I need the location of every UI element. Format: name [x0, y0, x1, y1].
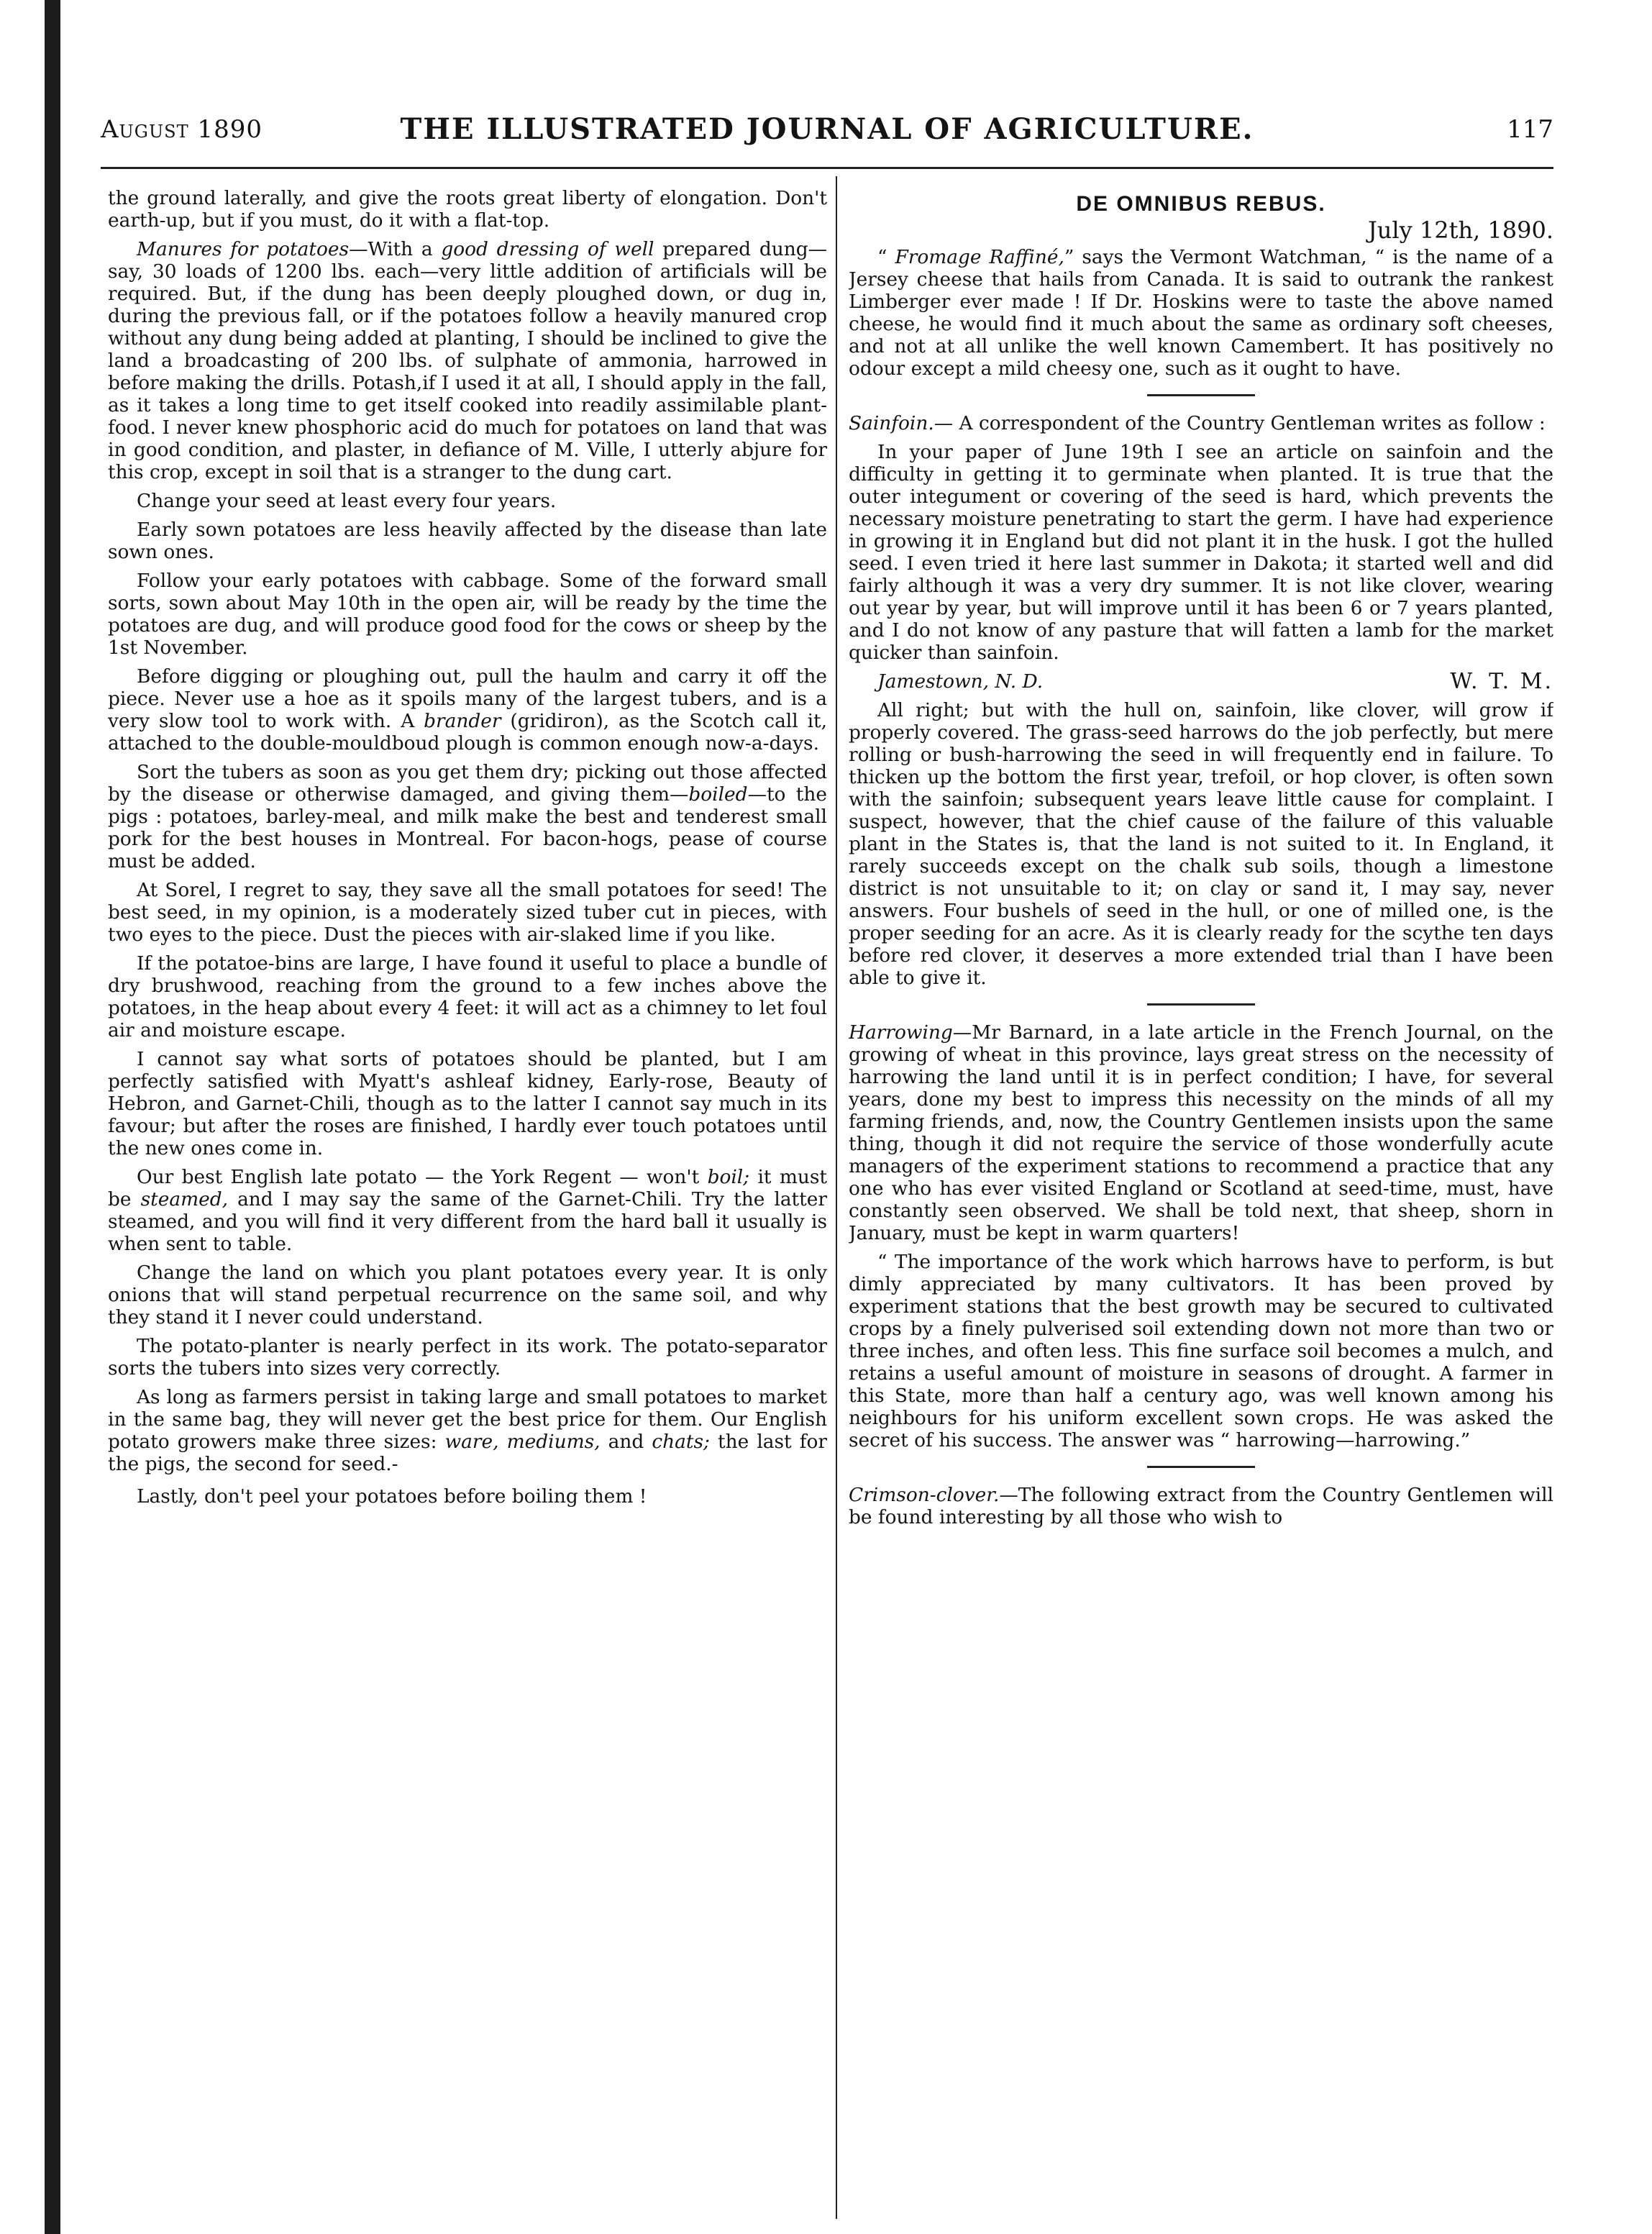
paragraph: At Sorel, I regret to say, they save all the small potatoes for seed! The best seed, in my opinion, is a moderately sized tuber cut in pieces, with two eyes to the piece. Dust the pieces with air-slaked lime if you like. [108, 879, 827, 946]
page-header [101, 108, 1553, 151]
journal-title: THE ILLUSTRATED JOURNAL OF AGRICULTURE. [400, 112, 1254, 146]
signature-initials: W. T. M. [1450, 669, 1553, 694]
signature-place: Jamestown, N. D. [877, 670, 1044, 693]
header-date: August 1890 [101, 115, 263, 144]
run-in-heading: Manures for potatoes [137, 238, 350, 260]
letter-signature [849, 670, 1553, 693]
paragraph: the ground laterally, and give the roots great liberty of elongation. Don't earth-up, but if you must, do it with a flat-top. [108, 187, 827, 232]
left-column [108, 187, 827, 2215]
header-rule [101, 167, 1553, 169]
paragraph-letter: In your paper of June 19th I see an article on sainfoin and the difficulty in getting it to germinate when planted. It is true that the outer integument or covering of the seed is hard, which prevents the necessary moisture penetrating to start the germ. I have had experience in growing it in England but did not plant it in the husk. I got the hulled seed. I even tried it here last summer in Dakota; it started well and did fairly although it was a very dry summer. It is not like clover, wearing out year by year, but will improve until it has been 6 or 7 years planted, and I do not know of any pasture that will fatten a lamb for the market quicker than sainfoin. [849, 441, 1553, 664]
paragraph-harrowing: Harrowing—Mr Barnard, in a late article in the French Journal, on the growing of wheat in this province, lays great stress on the necessity of harrowing the land until it is in perfect condition; I have, for several years, done my best to impress this necessity on the minds of all my farming friends, and, now, the Country Gentlemen insists upon the same thing, though it did not require the service of those wonderfully acute managers of the experiment stations to recommend a practice that any one who has ever visited England or Scotland at seed-time, must, have constantly seen observed. We shall be told next, that sheep, shorn in January, must be kept in warm quarters! [849, 1021, 1553, 1244]
right-column [849, 187, 1553, 2215]
paragraph: Sort the tubers as soon as you get them dry; picking out those affected by the disease or otherwise damaged, and giving them—boiled—to the pigs : potatoes, barley-meal, and milk make the best and tenderest small pork for the best houses in Montreal. For bacon-hogs, pease of course must be added. [108, 761, 827, 872]
section-heading: DE OMNIBUS REBUS. [1076, 192, 1326, 216]
paragraph: Change your seed at least every four years. [137, 490, 557, 512]
column-divider [836, 176, 837, 2219]
section-rule [1147, 1003, 1255, 1006]
binding-edge [45, 0, 60, 2234]
paragraph-sainfoin: Sainfoin.— A correspondent of the Country Gentleman writes as follow : [849, 412, 1546, 434]
section-date: July 12th, 1890. [1367, 216, 1553, 244]
paragraph: I cannot say what sorts of potatoes should be planted, but I am perfectly satisfied with Myatt's ashleaf kidney, Early-rose, Beauty of Hebron, and Garnet-Chili, though as to the latter I cannot say much in its favour; but after the roses are finished, I hardly ever touch potatoes until the new ones come in. [108, 1048, 827, 1159]
paragraph: Change the land on which you plant potatoes every year. It is only onions that will stand perpetual recurrence on the same soil, and why they stand it I never could understand. [108, 1262, 827, 1328]
paragraph-crimson-clover: Crimson-clover.—The following extract from the Country Gentlemen will be found interesting by all those who wish to [849, 1484, 1553, 1528]
paragraph-reply: All right; but with the hull on, sainfoin, like clover, will grow if properly covered. The grass-seed harrows do the job perfectly, but mere rolling or bush-harrowing the seed in will frequently end in failure. To thicken up the bottom the first year, trefoil, or hop clover, is often sown with the sainfoin; subsequent years leave little cause for complaint. I suspect, however, that the chief cause of the failure of this valuable plant in the States is, that the land is not suited to it. In England, it rarely succeeds except on the chalk sub soils, though a limestone district is not unsuitable to it; on clay or sand it, I may say, never answers. Four bushels of seed in the hull, or one of milled one, is the proper seeding for an acre. As it is clearly ready for the scythe ten days before red clover, it deserves a more extended trial than I have been able to give it. [849, 699, 1553, 989]
paragraph: Follow your early potatoes with cabbage. Some of the forward small sorts, sown about May 10th in the open air, will be ready by the time the potatoes are dug, and will produce good food for the cows or sheep by the 1st November. [108, 570, 827, 659]
paragraph-quote: “ The importance of the work which harrows have to perform, is but dimly appreciated by many cultivators. It has been proved by experiment stations that the best growth may be secured to cultivated crops by a finely pulverised soil extending down not more than two or three inches, and often less. This fine surface soil becomes a mulch, and retains a useful amount of moisture in seasons of drought. A farmer in this State, more than half a century ago, was well known among his neighbours for his uniform excellent sown crops. He was asked the secret of his success. The answer was “ harrowing—harrowing.” [849, 1251, 1553, 1451]
paragraph: Our best English late potato — the York Regent — won't boil; it must be steamed, and I may say the same of the Garnet-Chili. Try the latter steamed, and you will find it very different from the hard ball it usually is when sent to table. [108, 1166, 827, 1255]
paragraph: Before digging or ploughing out, pull the haulm and carry it off the piece. Never use a hoe as it spoils many of the largest tubers, and is a very slow tool to work with. A brander (gridiron), as the Scotch call it, attached to the double-mouldboud plough is common enough now-a-days. [108, 665, 827, 754]
paragraph: As long as farmers persist in taking large and small potatoes to market in the same bag, they will never get the best price for them. Our English potato growers make three sizes: ware, mediums, and chats; the last for the pigs, the second for seed.- [108, 1386, 827, 1475]
page-number: 117 [1507, 115, 1553, 144]
paragraph: Early sown potatoes are less heavily affected by the disease than late sown ones. [108, 519, 827, 563]
section-rule [1147, 394, 1255, 396]
paragraph: If the potatoe-bins are large, I have found it useful to place a bundle of dry brushwood, reaching from the ground to a few inches above the potatoes, in the heap about every 4 feet: it will act as a chimney to let foul air and moisture escape. [108, 952, 827, 1041]
paragraph: Lastly, don't peel your potatoes before boiling them ! [137, 1485, 647, 1508]
paragraph-fromage: “ Fromage Raffiné,” says the Vermont Watchman, “ is the name of a Jersey cheese that hails from Canada. It is said to outrank the rankest Limberger ever made ! If Dr. Hoskins were to taste the above named cheese, he would find it much about the same as ordinary soft cheeses, and not at all unlike the well known Camembert. It has positively no odour except a mild cheesy one, such as it ought to have. [849, 246, 1553, 380]
paragraph-manures: Manures for potatoes—With a good dressing of well prepared dung—say, 30 loads of 1200 lbs. each—very little addition of artificials will be required. But, if the dung has been deeply ploughed down, or dug in, during the previous fall, or if the potatoes follow a heavily manured crop without any dung being added at planting, I should be inclined to give the land a broadcasting of 200 lbs. of sulphate of ammonia, harrowed in before making the drills. Potash,if I used it at all, I should apply in the fall, as it takes a long time to get itself cooked into readily assimilable plant-food. I never knew phosphoric acid do much for potatoes on land that was in good condition, and plaster, in defiance of M. Ville, I utterly abjure for this crop, except in soil that is a stranger to the dung cart. [108, 238, 827, 483]
paragraph: The potato-planter is nearly perfect in its work. The potato-separator sorts the tubers into sizes very correctly. [108, 1335, 827, 1380]
section-rule [1147, 1466, 1255, 1468]
